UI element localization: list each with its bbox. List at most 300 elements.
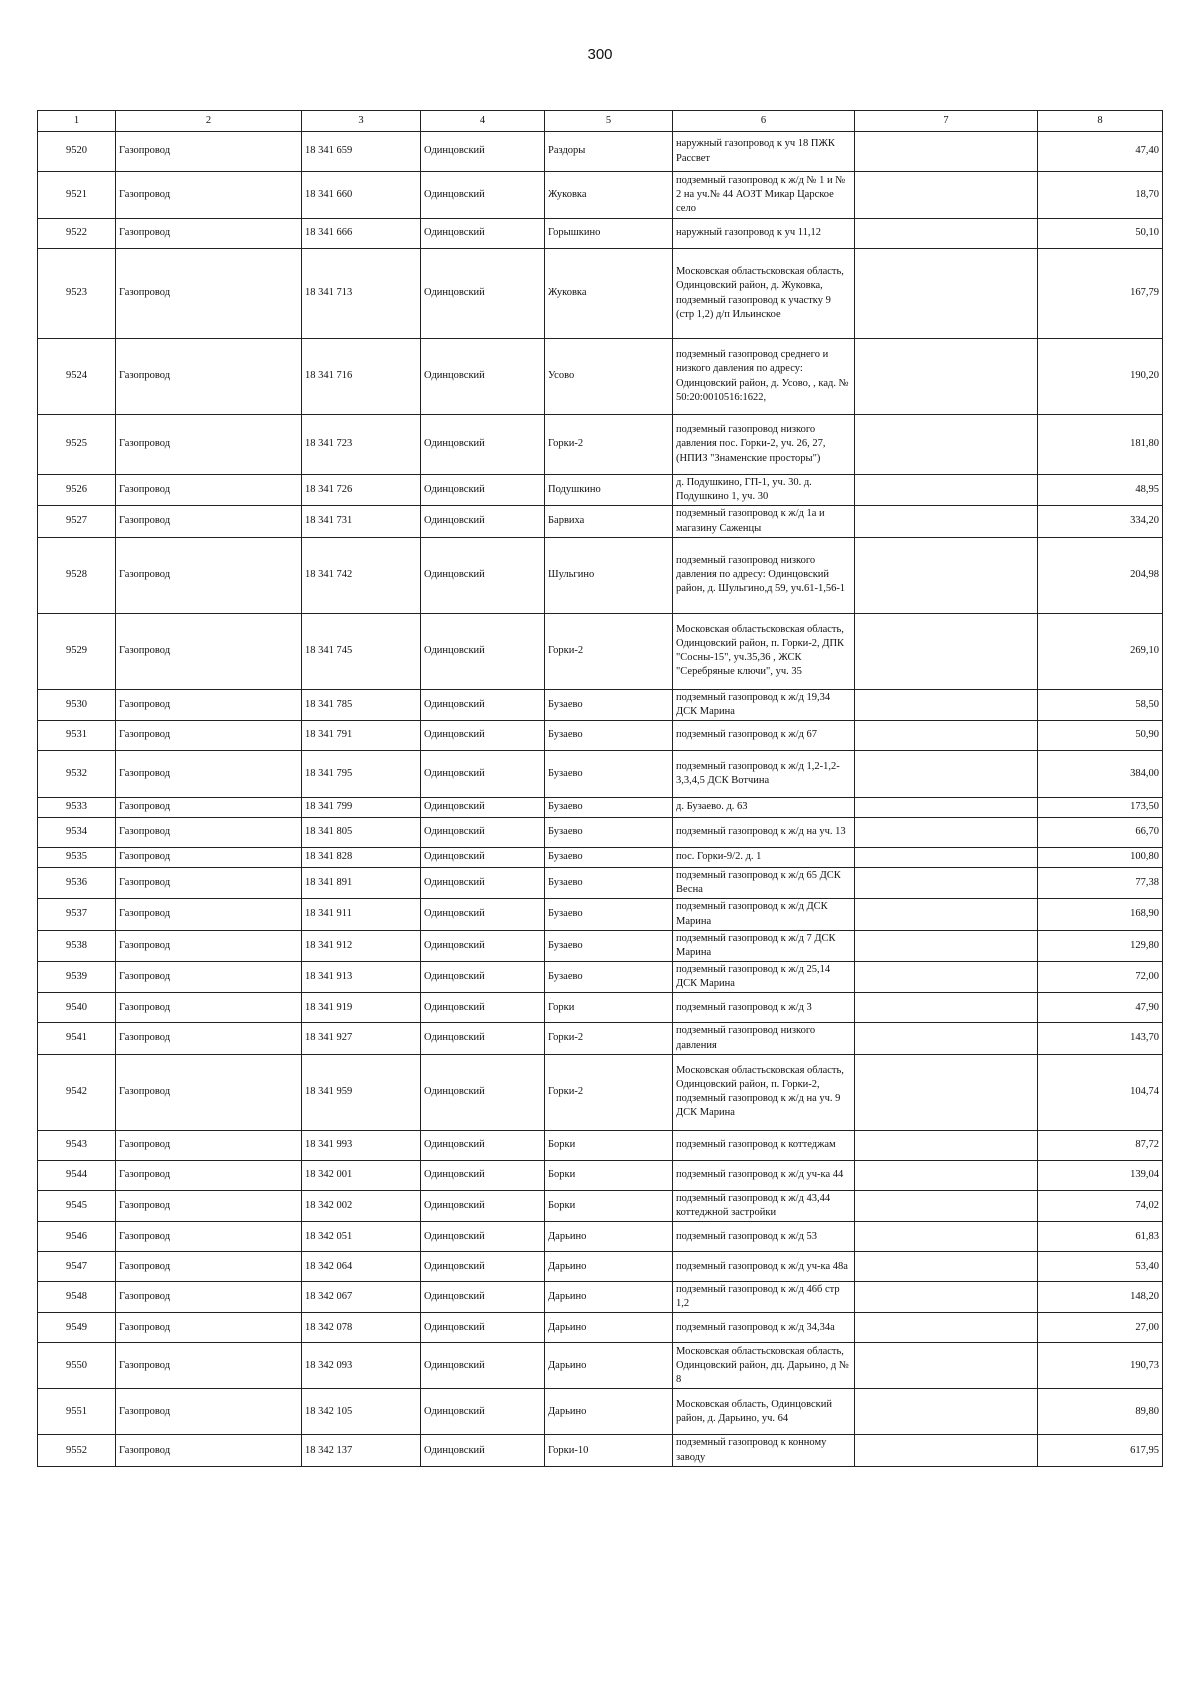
length-value-cell: 48,95 [1038, 475, 1163, 506]
length-value-cell: 104,74 [1038, 1054, 1163, 1130]
table-row [38, 1222, 1163, 1252]
column-7-cell [855, 1282, 1038, 1313]
object-type-cell: Газопровод [116, 993, 302, 1023]
object-type-cell: Газопровод [116, 1054, 302, 1130]
object-code-cell: 18 341 891 [302, 868, 421, 899]
column-7-cell [855, 721, 1038, 751]
object-code-cell: 18 341 795 [302, 751, 421, 798]
district-cell: Одинцовский [421, 172, 545, 219]
table-row [38, 1389, 1163, 1435]
column-7-cell [855, 930, 1038, 961]
length-value-cell: 58,50 [1038, 689, 1163, 720]
locality-cell: Горки-10 [545, 1435, 673, 1466]
object-type-cell: Газопровод [116, 172, 302, 219]
table-row [38, 219, 1163, 249]
object-code-cell: 18 341 805 [302, 818, 421, 848]
column-7-cell [855, 537, 1038, 613]
district-cell: Одинцовский [421, 415, 545, 475]
row-number-cell: 9550 [38, 1343, 116, 1389]
length-value-cell: 617,95 [1038, 1435, 1163, 1466]
column-7-cell [855, 962, 1038, 993]
district-cell: Одинцовский [421, 1130, 545, 1160]
district-cell: Одинцовский [421, 1343, 545, 1389]
locality-cell: Бузаево [545, 868, 673, 899]
locality-cell: Борки [545, 1190, 673, 1221]
district-cell: Одинцовский [421, 1252, 545, 1282]
length-value-cell: 190,73 [1038, 1343, 1163, 1389]
table-row [38, 798, 1163, 818]
table-header [38, 111, 1163, 132]
district-cell: Одинцовский [421, 219, 545, 249]
description-cell: подземный газопровод к ж/д 53 [673, 1222, 855, 1252]
description-cell: Московская область, Одинцовский район, д. Дарьино, уч. 64 [673, 1389, 855, 1435]
object-type-cell: Газопровод [116, 1190, 302, 1221]
description-cell: подземный газопровод к ж/д на уч. 13 [673, 818, 855, 848]
column-7-cell [855, 993, 1038, 1023]
description-cell: наружный газопровод к уч 18 ПЖК Рассвет [673, 132, 855, 172]
locality-cell: Бузаево [545, 751, 673, 798]
district-cell: Одинцовский [421, 613, 545, 689]
table-row [38, 751, 1163, 798]
district-cell: Одинцовский [421, 1222, 545, 1252]
row-number-cell: 9532 [38, 751, 116, 798]
table-row [38, 1343, 1163, 1389]
description-cell: Московская областьсковская область, Одинцовский район, п. Горки-2, подземный газопровод к ж/д на уч. 9 ДСК Марина [673, 1054, 855, 1130]
column-7-cell [855, 1343, 1038, 1389]
district-cell: Одинцовский [421, 132, 545, 172]
district-cell: Одинцовский [421, 751, 545, 798]
header-cell-2: 2 [116, 111, 302, 132]
object-type-cell: Газопровод [116, 1023, 302, 1054]
object-type-cell: Газопровод [116, 1389, 302, 1435]
column-7-cell [855, 475, 1038, 506]
object-code-cell: 18 342 051 [302, 1222, 421, 1252]
object-type-cell: Газопровод [116, 506, 302, 537]
length-value-cell: 190,20 [1038, 339, 1163, 415]
description-cell: подземный газопровод к ж/д ДСК Марина [673, 899, 855, 930]
object-type-cell: Газопровод [116, 1343, 302, 1389]
object-type-cell: Газопровод [116, 962, 302, 993]
length-value-cell: 61,83 [1038, 1222, 1163, 1252]
object-type-cell: Газопровод [116, 1435, 302, 1466]
object-type-cell: Газопровод [116, 721, 302, 751]
district-cell: Одинцовский [421, 339, 545, 415]
row-number-cell: 9551 [38, 1389, 116, 1435]
column-7-cell [855, 1313, 1038, 1343]
object-code-cell: 18 342 105 [302, 1389, 421, 1435]
district-cell: Одинцовский [421, 475, 545, 506]
row-number-cell: 9545 [38, 1190, 116, 1221]
district-cell: Одинцовский [421, 1054, 545, 1130]
description-cell: Московская областьсковская область, Одинцовский район, д. Жуковка, подземный газопровод к участку 9 (стр 1,2) д/п Ильинское [673, 249, 855, 339]
column-7-cell [855, 689, 1038, 720]
table-row [38, 1023, 1163, 1054]
row-number-cell: 9529 [38, 613, 116, 689]
column-7-cell [855, 1054, 1038, 1130]
length-value-cell: 148,20 [1038, 1282, 1163, 1313]
column-7-cell [855, 751, 1038, 798]
object-code-cell: 18 342 067 [302, 1282, 421, 1313]
column-7-cell [855, 506, 1038, 537]
description-cell: подземный газопровод к ж/д 7 ДСК Марина [673, 930, 855, 961]
district-cell: Одинцовский [421, 962, 545, 993]
column-7-cell [855, 1222, 1038, 1252]
locality-cell: Горки-2 [545, 1054, 673, 1130]
object-code-cell: 18 341 742 [302, 537, 421, 613]
table-row [38, 172, 1163, 219]
row-number-cell: 9527 [38, 506, 116, 537]
district-cell: Одинцовский [421, 721, 545, 751]
locality-cell: Шульгино [545, 537, 673, 613]
locality-cell: Барвиха [545, 506, 673, 537]
header-cell-5: 5 [545, 111, 673, 132]
table-row [38, 899, 1163, 930]
column-7-cell [855, 1389, 1038, 1435]
description-cell: подземный газопровод среднего и низкого давления по адресу: Одинцовский район, д. Усово, , кад. № 50:20:0010516:1622, [673, 339, 855, 415]
object-code-cell: 18 341 911 [302, 899, 421, 930]
table-row [38, 868, 1163, 899]
header-cell-4: 4 [421, 111, 545, 132]
length-value-cell: 50,90 [1038, 721, 1163, 751]
object-code-cell: 18 341 723 [302, 415, 421, 475]
object-type-cell: Газопровод [116, 848, 302, 868]
locality-cell: Борки [545, 1130, 673, 1160]
column-7-cell [855, 415, 1038, 475]
description-cell: подземный газопровод к конному заводу [673, 1435, 855, 1466]
district-cell: Одинцовский [421, 818, 545, 848]
header-cell-6: 6 [673, 111, 855, 132]
row-number-cell: 9523 [38, 249, 116, 339]
locality-cell: Дарьино [545, 1343, 673, 1389]
district-cell: Одинцовский [421, 537, 545, 613]
locality-cell: Горки-2 [545, 613, 673, 689]
column-7-cell [855, 219, 1038, 249]
length-value-cell: 167,79 [1038, 249, 1163, 339]
column-7-cell [855, 1190, 1038, 1221]
column-7-cell [855, 339, 1038, 415]
description-cell: подземный газопровод к ж/д 34,34а [673, 1313, 855, 1343]
object-type-cell: Газопровод [116, 1313, 302, 1343]
table-row [38, 1054, 1163, 1130]
object-code-cell: 18 341 791 [302, 721, 421, 751]
object-code-cell: 18 341 785 [302, 689, 421, 720]
length-value-cell: 168,90 [1038, 899, 1163, 930]
length-value-cell: 18,70 [1038, 172, 1163, 219]
district-cell: Одинцовский [421, 930, 545, 961]
object-type-cell: Газопровод [116, 1252, 302, 1282]
district-cell: Одинцовский [421, 249, 545, 339]
object-type-cell: Газопровод [116, 899, 302, 930]
table-row [38, 1190, 1163, 1221]
district-cell: Одинцовский [421, 1190, 545, 1221]
row-number-cell: 9524 [38, 339, 116, 415]
object-code-cell: 18 341 666 [302, 219, 421, 249]
object-code-cell: 18 341 731 [302, 506, 421, 537]
object-code-cell: 18 341 913 [302, 962, 421, 993]
object-code-cell: 18 342 002 [302, 1190, 421, 1221]
locality-cell: Бузаево [545, 818, 673, 848]
locality-cell: Бузаево [545, 721, 673, 751]
district-cell: Одинцовский [421, 1435, 545, 1466]
object-type-cell: Газопровод [116, 868, 302, 899]
description-cell: подземный газопровод низкого давления [673, 1023, 855, 1054]
object-type-cell: Газопровод [116, 132, 302, 172]
object-type-cell: Газопровод [116, 818, 302, 848]
table-row [38, 132, 1163, 172]
table-row [38, 1130, 1163, 1160]
description-cell: подземный газопровод к ж/д 65 ДСК Весна [673, 868, 855, 899]
object-type-cell: Газопровод [116, 751, 302, 798]
length-value-cell: 72,00 [1038, 962, 1163, 993]
description-cell: Московская областьсковская область, Одинцовский район, п. Горки-2, ДПК "Сосны-15", уч.35,36 , ЖСК "Серебряные ключи", уч. 35 [673, 613, 855, 689]
row-number-cell: 9548 [38, 1282, 116, 1313]
row-number-cell: 9541 [38, 1023, 116, 1054]
table-row [38, 613, 1163, 689]
header-cell-1: 1 [38, 111, 116, 132]
table-row [38, 1282, 1163, 1313]
column-7-cell [855, 1023, 1038, 1054]
row-number-cell: 9543 [38, 1130, 116, 1160]
description-cell: подземный газопровод к ж/д 3 [673, 993, 855, 1023]
column-7-cell [855, 868, 1038, 899]
locality-cell: Дарьино [545, 1252, 673, 1282]
table-row [38, 993, 1163, 1023]
description-cell: подземный газопровод к ж/д 19,34 ДСК Марина [673, 689, 855, 720]
object-type-cell: Газопровод [116, 219, 302, 249]
description-cell: подземный газопровод к ж/д 1а и магазину Саженцы [673, 506, 855, 537]
object-code-cell: 18 341 927 [302, 1023, 421, 1054]
header-cell-3: 3 [302, 111, 421, 132]
table-row [38, 848, 1163, 868]
object-type-cell: Газопровод [116, 798, 302, 818]
table-row [38, 962, 1163, 993]
object-type-cell: Газопровод [116, 249, 302, 339]
description-cell: подземный газопровод к ж/д № 1 и № 2 на уч.№ 44 АОЗТ Микар Царское село [673, 172, 855, 219]
description-cell: наружный газопровод к уч 11,12 [673, 219, 855, 249]
object-code-cell: 18 341 660 [302, 172, 421, 219]
table-row [38, 1435, 1163, 1466]
district-cell: Одинцовский [421, 1313, 545, 1343]
length-value-cell: 143,70 [1038, 1023, 1163, 1054]
row-number-cell: 9526 [38, 475, 116, 506]
column-7-cell [855, 172, 1038, 219]
table-row [38, 689, 1163, 720]
object-code-cell: 18 341 799 [302, 798, 421, 818]
table-row [38, 818, 1163, 848]
description-cell: д. Бузаево. д. 63 [673, 798, 855, 818]
district-cell: Одинцовский [421, 798, 545, 818]
locality-cell: Жуковка [545, 172, 673, 219]
object-code-cell: 18 341 919 [302, 993, 421, 1023]
table-row [38, 1313, 1163, 1343]
column-7-cell [855, 899, 1038, 930]
district-cell: Одинцовский [421, 1282, 545, 1313]
table-row [38, 415, 1163, 475]
length-value-cell: 50,10 [1038, 219, 1163, 249]
column-7-cell [855, 818, 1038, 848]
district-cell: Одинцовский [421, 993, 545, 1023]
district-cell: Одинцовский [421, 868, 545, 899]
district-cell: Одинцовский [421, 848, 545, 868]
row-number-cell: 9531 [38, 721, 116, 751]
object-code-cell: 18 342 001 [302, 1160, 421, 1190]
object-type-cell: Газопровод [116, 1282, 302, 1313]
description-cell: подземный газопровод к ж/д 67 [673, 721, 855, 751]
table-body [38, 132, 1163, 1467]
object-code-cell: 18 341 828 [302, 848, 421, 868]
locality-cell: Бузаево [545, 689, 673, 720]
district-cell: Одинцовский [421, 506, 545, 537]
locality-cell: Дарьино [545, 1313, 673, 1343]
length-value-cell: 204,98 [1038, 537, 1163, 613]
length-value-cell: 87,72 [1038, 1130, 1163, 1160]
row-number-cell: 9549 [38, 1313, 116, 1343]
locality-cell: Подушкино [545, 475, 673, 506]
column-7-cell [855, 1130, 1038, 1160]
table-row [38, 1252, 1163, 1282]
object-code-cell: 18 341 912 [302, 930, 421, 961]
row-number-cell: 9522 [38, 219, 116, 249]
length-value-cell: 100,80 [1038, 848, 1163, 868]
object-type-cell: Газопровод [116, 339, 302, 415]
column-7-cell [855, 848, 1038, 868]
district-cell: Одинцовский [421, 1023, 545, 1054]
object-type-cell: Газопровод [116, 930, 302, 961]
column-7-cell [855, 249, 1038, 339]
length-value-cell: 129,80 [1038, 930, 1163, 961]
object-code-cell: 18 341 716 [302, 339, 421, 415]
length-value-cell: 139,04 [1038, 1160, 1163, 1190]
length-value-cell: 74,02 [1038, 1190, 1163, 1221]
object-code-cell: 18 342 137 [302, 1435, 421, 1466]
object-code-cell: 18 341 993 [302, 1130, 421, 1160]
description-cell: пос. Горки-9/2. д. 1 [673, 848, 855, 868]
description-cell: подземный газопровод к ж/д 43,44 коттеджной застройки [673, 1190, 855, 1221]
table-row [38, 506, 1163, 537]
column-7-cell [855, 798, 1038, 818]
description-cell: д. Подушкино, ГП-1, уч. 30. д. Подушкино 1, уч. 30 [673, 475, 855, 506]
locality-cell: Бузаево [545, 899, 673, 930]
table-row [38, 930, 1163, 961]
locality-cell: Горышкино [545, 219, 673, 249]
row-number-cell: 9542 [38, 1054, 116, 1130]
locality-cell: Дарьино [545, 1389, 673, 1435]
row-number-cell: 9528 [38, 537, 116, 613]
column-7-cell [855, 1160, 1038, 1190]
locality-cell: Горки-2 [545, 415, 673, 475]
locality-cell: Бузаево [545, 848, 673, 868]
object-code-cell: 18 341 959 [302, 1054, 421, 1130]
row-number-cell: 9544 [38, 1160, 116, 1190]
district-cell: Одинцовский [421, 1389, 545, 1435]
description-cell: подземный газопровод к ж/д уч-ка 44 [673, 1160, 855, 1190]
locality-cell: Бузаево [545, 930, 673, 961]
row-number-cell: 9537 [38, 899, 116, 930]
table-row [38, 339, 1163, 415]
length-value-cell: 334,20 [1038, 506, 1163, 537]
locality-cell: Горки [545, 993, 673, 1023]
length-value-cell: 181,80 [1038, 415, 1163, 475]
row-number-cell: 9546 [38, 1222, 116, 1252]
row-number-cell: 9521 [38, 172, 116, 219]
length-value-cell: 269,10 [1038, 613, 1163, 689]
object-type-cell: Газопровод [116, 1160, 302, 1190]
row-number-cell: 9539 [38, 962, 116, 993]
object-code-cell: 18 342 078 [302, 1313, 421, 1343]
length-value-cell: 53,40 [1038, 1252, 1163, 1282]
row-number-cell: 9533 [38, 798, 116, 818]
registry-table [37, 110, 1163, 1467]
table-row [38, 249, 1163, 339]
row-number-cell: 9538 [38, 930, 116, 961]
object-type-cell: Газопровод [116, 1222, 302, 1252]
locality-cell: Дарьино [545, 1282, 673, 1313]
row-number-cell: 9525 [38, 415, 116, 475]
length-value-cell: 66,70 [1038, 818, 1163, 848]
header-row [38, 111, 1163, 132]
locality-cell: Усово [545, 339, 673, 415]
row-number-cell: 9535 [38, 848, 116, 868]
length-value-cell: 384,00 [1038, 751, 1163, 798]
row-number-cell: 9540 [38, 993, 116, 1023]
object-code-cell: 18 341 713 [302, 249, 421, 339]
row-number-cell: 9536 [38, 868, 116, 899]
object-code-cell: 18 342 093 [302, 1343, 421, 1389]
column-7-cell [855, 1252, 1038, 1282]
column-7-cell [855, 613, 1038, 689]
object-code-cell: 18 342 064 [302, 1252, 421, 1282]
table-row [38, 537, 1163, 613]
length-value-cell: 27,00 [1038, 1313, 1163, 1343]
column-7-cell [855, 132, 1038, 172]
table-row [38, 475, 1163, 506]
header-cell-8: 8 [1038, 111, 1163, 132]
description-cell: подземный газопровод к коттеджам [673, 1130, 855, 1160]
locality-cell: Горки-2 [545, 1023, 673, 1054]
object-type-cell: Газопровод [116, 475, 302, 506]
object-code-cell: 18 341 745 [302, 613, 421, 689]
locality-cell: Дарьино [545, 1222, 673, 1252]
length-value-cell: 47,90 [1038, 993, 1163, 1023]
object-type-cell: Газопровод [116, 537, 302, 613]
row-number-cell: 9530 [38, 689, 116, 720]
object-type-cell: Газопровод [116, 689, 302, 720]
description-cell: подземный газопровод к ж/д 1,2-1,2-3,3,4,5 ДСК Вотчина [673, 751, 855, 798]
table-row [38, 1160, 1163, 1190]
district-cell: Одинцовский [421, 689, 545, 720]
length-value-cell: 89,80 [1038, 1389, 1163, 1435]
row-number-cell: 9534 [38, 818, 116, 848]
locality-cell: Борки [545, 1160, 673, 1190]
row-number-cell: 9520 [38, 132, 116, 172]
description-cell: подземный газопровод к ж/д уч-ка 48а [673, 1252, 855, 1282]
description-cell: подземный газопровод низкого давления пос. Горки-2, уч. 26, 27, (НПИЗ "Знаменские просторы") [673, 415, 855, 475]
page-number: 300 [587, 46, 613, 63]
locality-cell: Бузаево [545, 798, 673, 818]
column-7-cell [855, 1435, 1038, 1466]
row-number-cell: 9547 [38, 1252, 116, 1282]
description-cell: подземный газопровод низкого давления по адресу: Одинцовский район, д. Шульгино,д 59, уч.61-1,56-1 [673, 537, 855, 613]
length-value-cell: 47,40 [1038, 132, 1163, 172]
locality-cell: Жуковка [545, 249, 673, 339]
locality-cell: Раздоры [545, 132, 673, 172]
object-type-cell: Газопровод [116, 415, 302, 475]
object-type-cell: Газопровод [116, 613, 302, 689]
description-cell: подземный газопровод к ж/д 46б стр 1,2 [673, 1282, 855, 1313]
object-type-cell: Газопровод [116, 1130, 302, 1160]
table-row [38, 721, 1163, 751]
object-code-cell: 18 341 726 [302, 475, 421, 506]
